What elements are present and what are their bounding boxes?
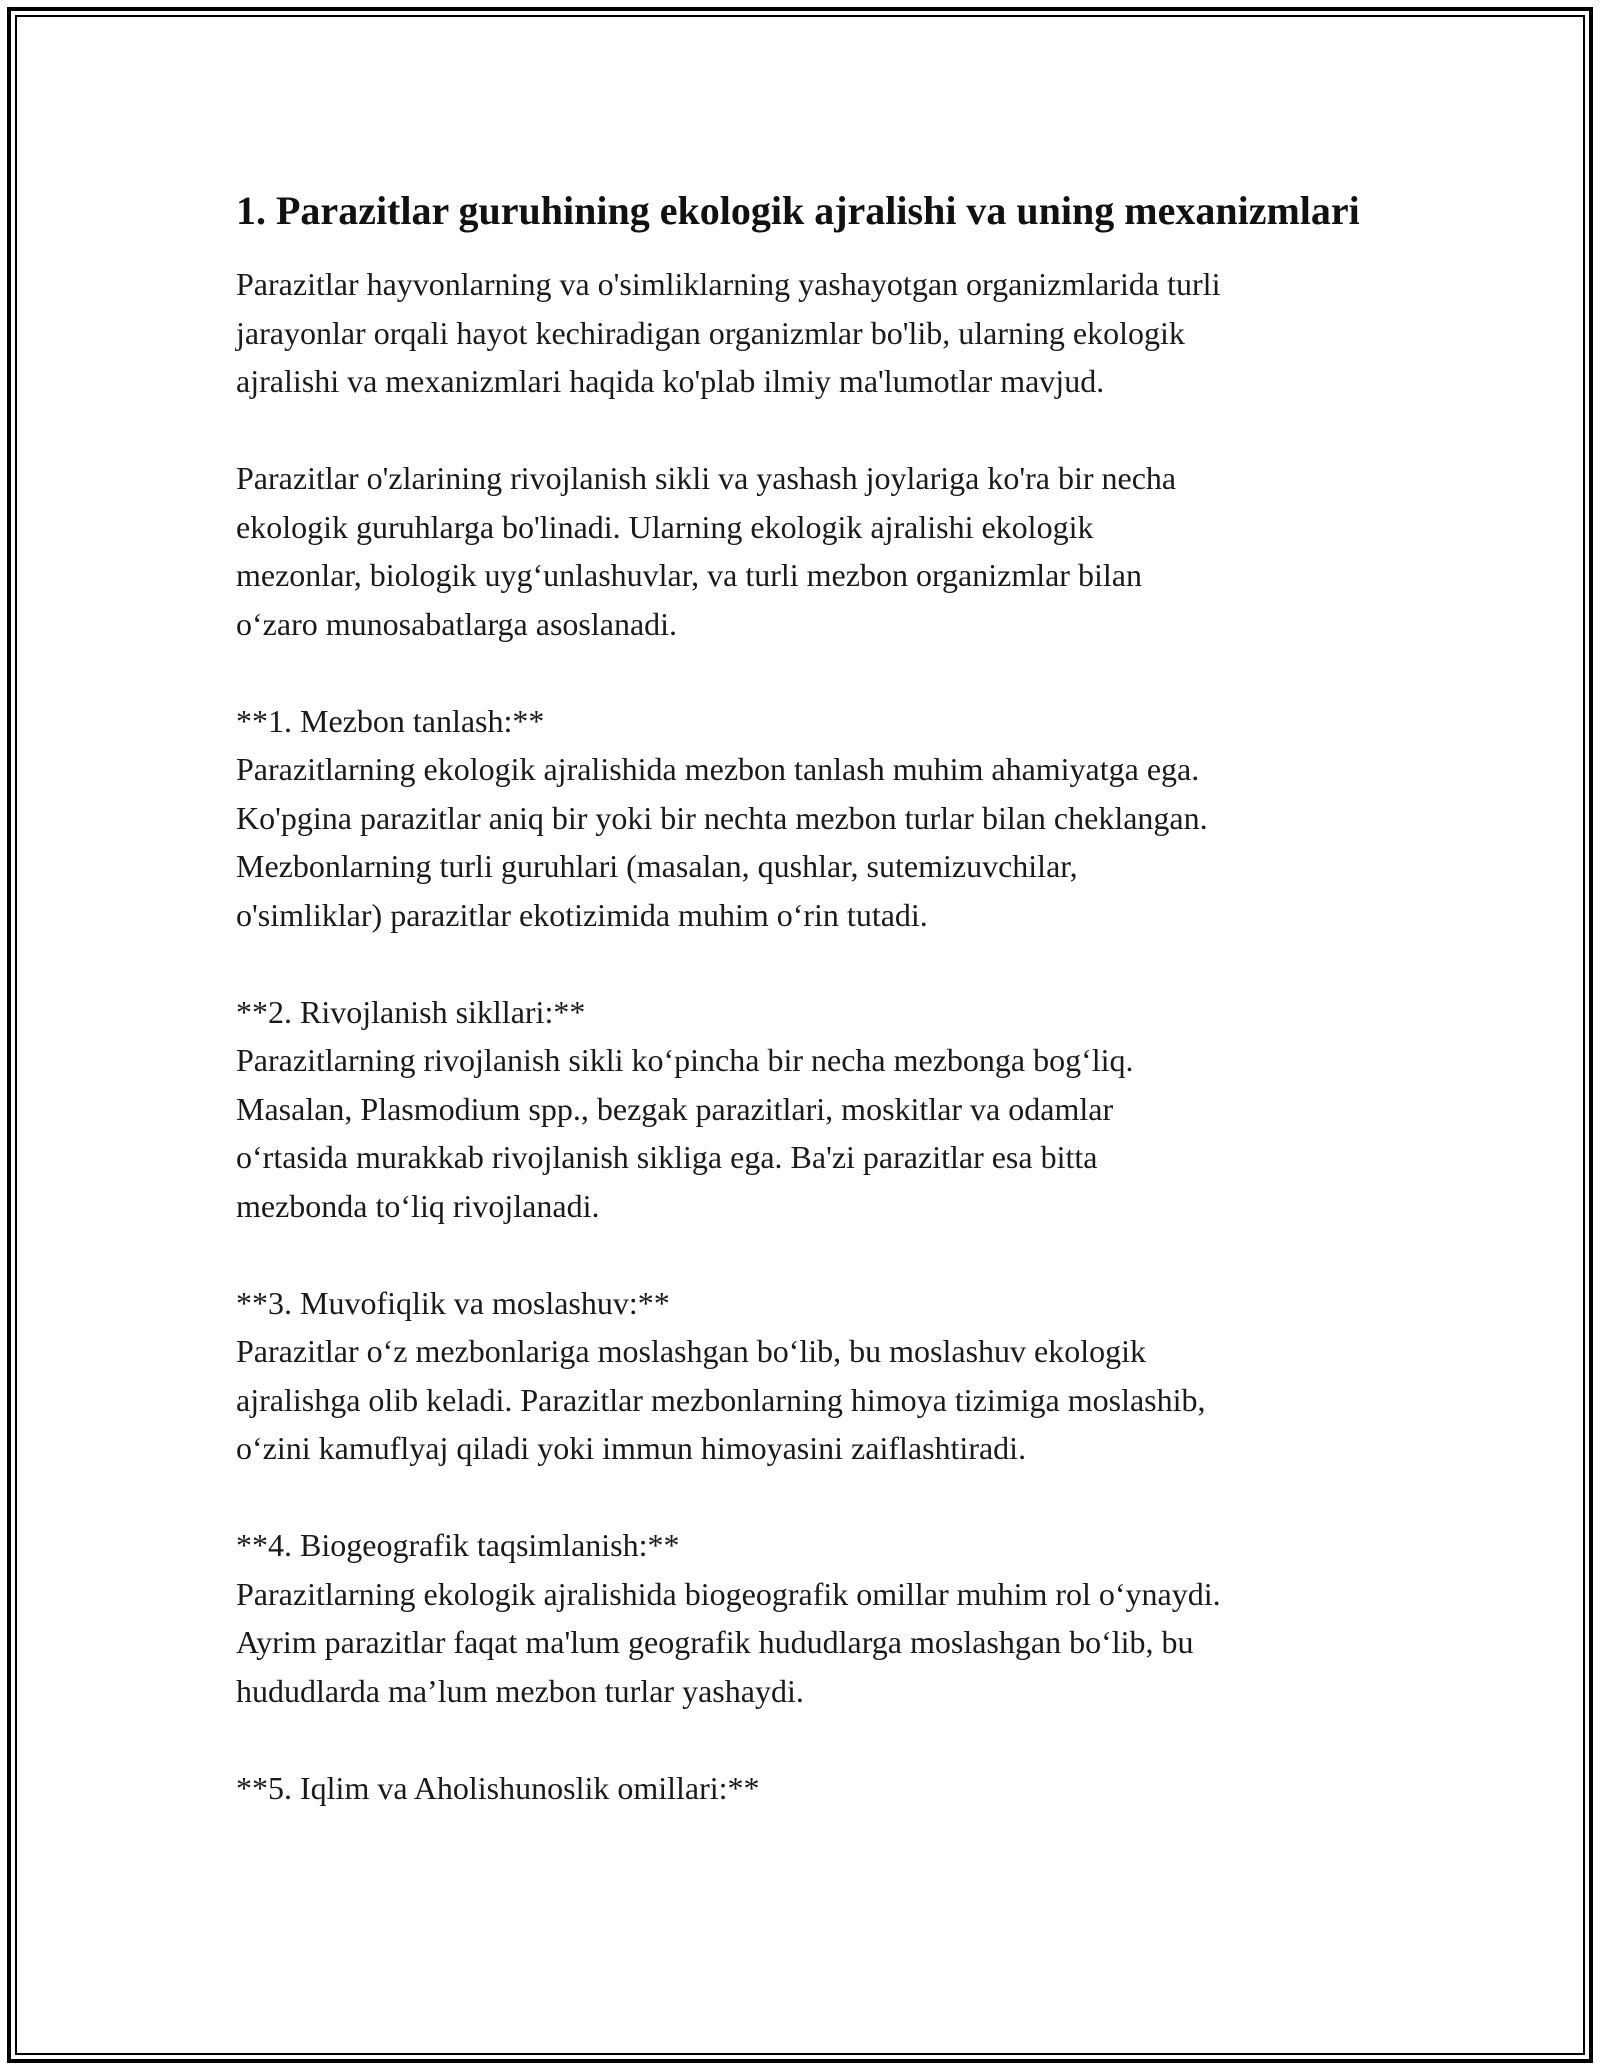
document-title: 1. Parazitlar guruhining ekologik ajralishi va uning mexanizmlari <box>236 188 1360 233</box>
section-adaptation <box>236 1279 1396 1473</box>
section-body: Parazitlar o‘z mezbonlariga moslashgan bo‘lib, bu moslashuv ekologik ajralishga olib keladi. Parazitlar mezbonlarning himoya tizimiga moslashib, o‘zini kamuflyaj qiladi yoki immun himoyasini zaiflashtiradi. <box>236 1333 1206 1466</box>
section-development-cycles <box>236 988 1396 1231</box>
intro-paragraph-2: Parazitlar o'zlarining rivojlanish sikli va yashash joylariga ko'ra bir necha ekologik guruhlarga bo'linadi. Ularning ekologik ajralishi ekologik mezonlar, biologik uyg‘unlashuvlar, va turli mezbon organizmlar bilan o‘zaro munosabatlarga asoslanadi. <box>236 460 1177 642</box>
document-body <box>236 183 1396 1812</box>
section-heading: **5. Iqlim va Aholishunoslik omillari:** <box>236 1769 760 1806</box>
section-body: Parazitlarning ekologik ajralishida mezbon tanlash muhim ahamiyatga ega. Ko'pgina parazitlar aniq bir yoki bir nechta mezbon turlar bilan cheklangan. Mezbonlarning turli guruhlari (masalan, qushlar, sutemizuvchilar, o'simliklar) parazitlar ekotizimida muhim o‘rin tutadi. <box>236 751 1208 933</box>
section-body: Parazitlarning ekologik ajralishida biogeografik omillar muhim rol o‘ynaydi. Ayrim parazitlar faqat ma'lum geografik hududlarga moslashgan bo‘lib, bu hududlarda ma’lum mezbon turlar yashaydi. <box>236 1575 1221 1709</box>
section-body: Parazitlarning rivojlanish sikli ko‘pincha bir necha mezbonga bog‘liq. Masalan, Plasmodium spp., bezgak parazitlari, moskitlar va odamlar o‘rtasida murakkab rivojlanish sikliga ega. Ba'zi parazitlar esa bitta mezbonda to‘liq rivojlanadi. <box>236 1042 1134 1224</box>
section-heading: **1. Mezbon tanlash:** <box>236 702 545 739</box>
intro-paragraph-1: Parazitlar hayvonlarning va o'simliklarning yashayotgan organizmlarida turli jarayonlar orqali hayot kechiradigan organizmlar bo'lib, ularning ekologik ajralishi va mexanizmlari haqida ko'plab ilmiy ma'lumotlar mavjud. <box>236 266 1221 399</box>
section-heading: **3. Muvofiqlik va moslashuv:** <box>236 1284 670 1321</box>
section-biogeography <box>236 1521 1396 1715</box>
section-heading: **2. Rivojlanish sikllari:** <box>236 993 586 1030</box>
section-heading: **4. Biogeografik taqsimlanish:** <box>236 1527 680 1563</box>
section-climate <box>236 1764 1396 1813</box>
section-host-selection <box>236 697 1396 940</box>
